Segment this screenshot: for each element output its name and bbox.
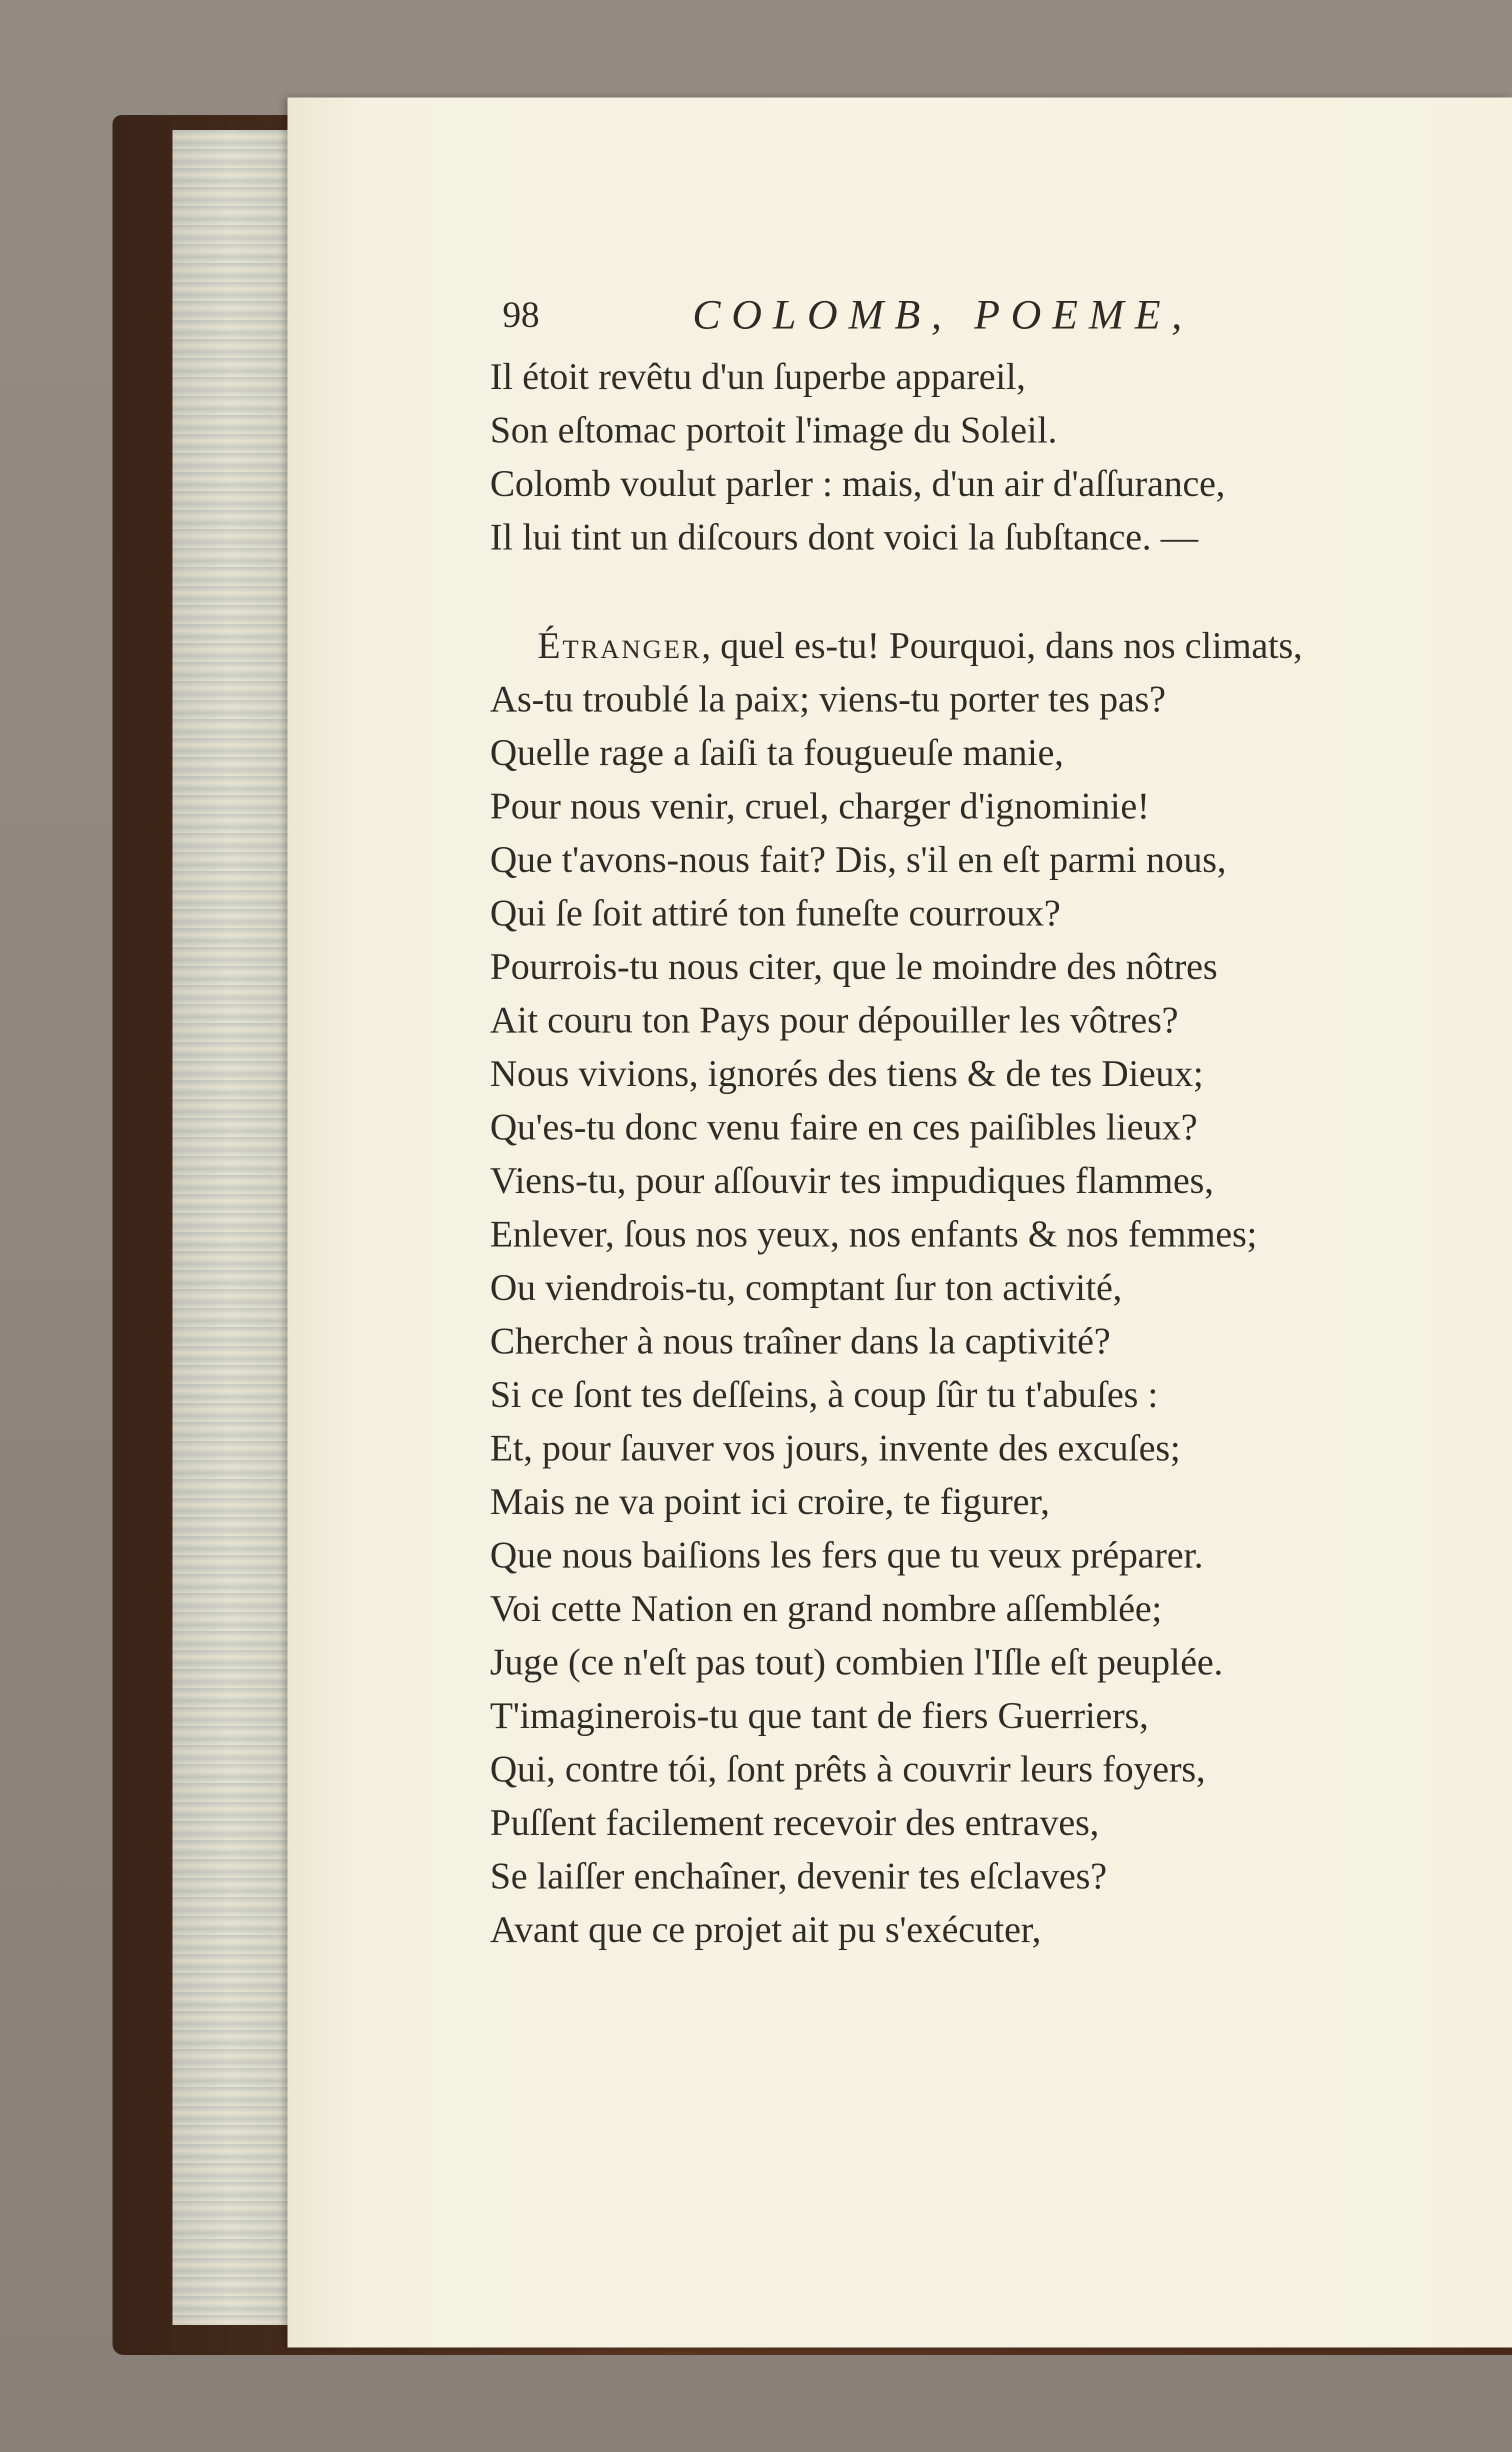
verse-line-first [490,619,1440,672]
verse-line: Son eſtomac portoit l'image du Soleil. [490,410,1058,451]
verse-line: Que nous baiſions les fers que tu veux préparer. [490,1534,1204,1576]
verse-line: Il étoit revêtu d'un ſuperbe appareil, [490,356,1026,398]
verse-line: Viens-tu, pour aſſouvir tes impudiques flammes, [490,1160,1214,1202]
page-number: 98 [502,294,540,336]
verse-line: Quelle rage a ſaiſi ta fougueuſe manie, [490,732,1064,774]
lead-rest: , quel es-tu! Pourquoi, dans nos climats, [702,625,1303,666]
stanza-one [490,350,1440,564]
lead-word: Étranger [538,625,702,666]
verse-line: Nous vivions, ignorés des tiens & de tes Dieux; [490,1053,1204,1094]
verse-line: Puſſent facilement recevoir des entraves, [490,1802,1100,1844]
verse-line: Il lui tint un diſcours dont voici la ſubſtance. — [490,516,1198,558]
verse-line: Chercher à nous traîner dans la captivité? [490,1320,1111,1362]
verse-line: Ou viendrois-tu, comptant ſur ton activité, [490,1267,1122,1308]
verse-line: As-tu troublé la paix; viens-tu porter tes pas? [490,678,1166,720]
verse-line: Ait couru ton Pays pour dépouiller les vôtres? [490,1000,1178,1041]
verse-line: Mais ne va point ici croire, te figurer, [490,1481,1050,1522]
verse-line: Avant que ce projet ait pu s'exécuter, [490,1909,1042,1950]
verse-line: Pour nous venir, cruel, charger d'ignominie! [490,786,1150,827]
poem-text [490,350,1440,1956]
verse-line: Colomb voulut parler : mais, d'un air d'aſſurance, [490,463,1226,504]
verse-line: Qui, contre tói, ſont prêts à couvrir leurs foyers, [490,1748,1206,1790]
verse-line: Voi cette Nation en grand nombre aſſemblée; [490,1588,1162,1630]
stanza-two [490,619,1440,1956]
verse-line: Qui ſe ſoit attiré ton funeſte courroux? [490,892,1061,934]
running-head [502,288,1302,342]
running-title: COLOMB, POEME, [692,292,1193,338]
verse-line: Pourrois-tu nous citer, que le moindre des nôtres [490,946,1218,988]
verse-line: T'imaginerois-tu que tant de fiers Guerriers, [490,1695,1149,1736]
verse-line: Et, pour ſauver vos jours, invente des excuſes; [490,1428,1180,1469]
page-edges [172,130,288,2325]
verse-line: Juge (ce n'eſt pas tout) combien l'Iſle eſt peuplée. [490,1642,1224,1683]
verse-line: Que t'avons-nous fait? Dis, s'il en eſt parmi nous, [490,839,1226,880]
verse-line: Qu'es-tu donc venu faire en ces paiſibles lieux? [490,1106,1198,1148]
verse-line: Si ce ſont tes deſſeins, à coup ſûr tu t'abuſes : [490,1374,1158,1416]
verse-line: Enlever, ſous nos yeux, nos enfants & nos femmes; [490,1214,1258,1255]
verse-line: Se laiſſer enchaîner, devenir tes eſclaves? [490,1856,1107,1897]
